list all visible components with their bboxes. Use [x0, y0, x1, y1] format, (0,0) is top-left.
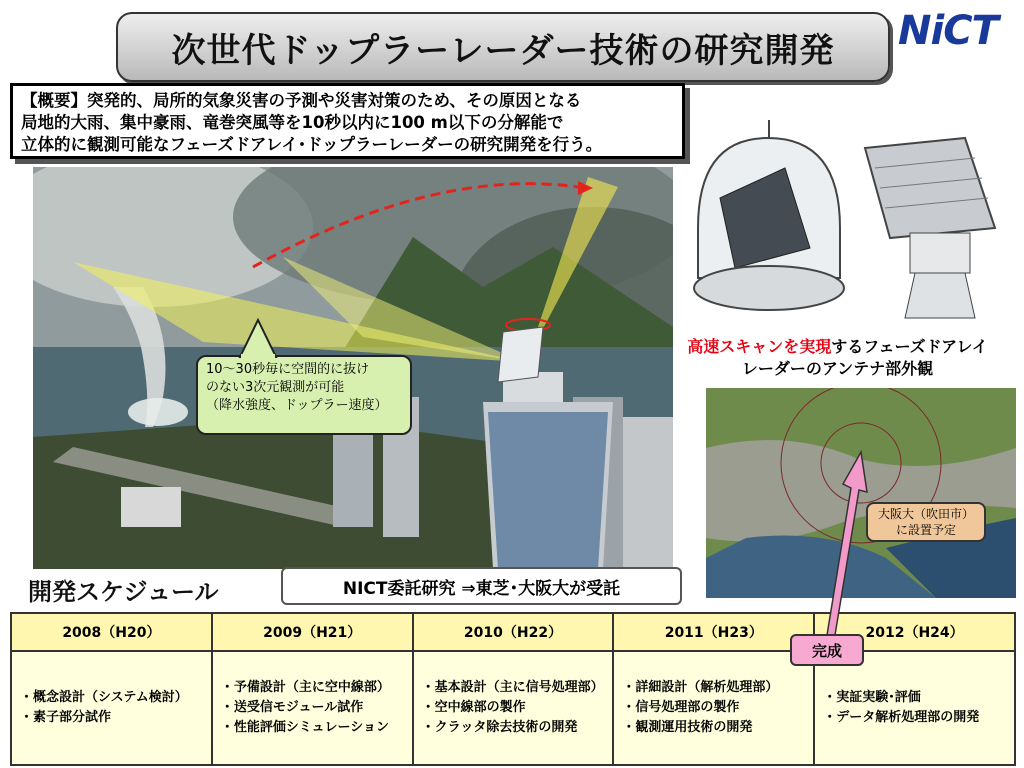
nict-logo: NiCT	[898, 8, 998, 54]
schedule-item: ・ 予備設計（主に空中線部）	[221, 678, 404, 698]
schedule-item: ・ 素子部分試作	[20, 708, 203, 728]
callout-line: のない3次元観測が可能	[206, 380, 345, 395]
completion-arrow	[815, 450, 875, 640]
schedule-cell-2010	[413, 651, 614, 765]
callout-line: （降水強度、ドップラー速度）	[206, 398, 388, 413]
overview-line: 立体的に観測可能なフェーズドアレイ･ドップラーレーダーの研究開発を行う。	[21, 135, 603, 154]
osaka-label	[866, 502, 986, 542]
schedule-item: ・ 実証実験･評価	[823, 688, 1006, 708]
osaka-label-line2: に設置予定	[895, 523, 956, 537]
callout-line: 10～30秒毎に空間的に抜け	[206, 362, 370, 377]
completion-badge: 完成	[790, 634, 864, 666]
schedule-year-header: 2008（H20）	[11, 613, 212, 651]
schedule-year-header: 2011（H23）	[613, 613, 814, 651]
schedule-item: ・ 信号処理部の製作	[622, 698, 805, 718]
schedule-body-row	[11, 651, 1015, 765]
overview-line: 局地的大雨、集中豪雨、竜巻突風等を10秒以内に100 m以下の分解能で	[21, 113, 564, 132]
antenna-caption-highlight: 高速スキャンを実現	[687, 337, 832, 356]
overview-box	[10, 83, 685, 159]
schedule-item: ・ 基本設計（主に信号処理部）	[422, 678, 605, 698]
schedule-year-header: 2009（H21）	[212, 613, 413, 651]
schedule-cell-2008	[11, 651, 212, 765]
schedule-item: ・ 概念設計（システム検討）	[20, 688, 203, 708]
schedule-title: 開発スケジュール	[28, 578, 219, 606]
antenna-caption-line2: レーダーのアンテナ部外観	[741, 359, 934, 378]
schedule-item: ・ 性能評価シミュレーション	[221, 718, 404, 738]
osaka-label-line1: 大阪大（吹田市）	[877, 507, 974, 521]
schedule-cell-2012	[814, 651, 1015, 765]
schedule-year-header: 2012（H24）	[814, 613, 1015, 651]
page-title: 次世代ドップラーレーダー技術の研究開発	[116, 12, 890, 82]
schedule-item: ・ 観測運用技術の開発	[622, 718, 805, 738]
schedule-item: ・ 送受信モジュール試作	[221, 698, 404, 718]
schedule-year-header: 2010（H22）	[413, 613, 614, 651]
schedule-item: ・ 詳細設計（解析処理部）	[622, 678, 805, 698]
scene-callout	[196, 355, 412, 435]
antenna-illustration	[690, 118, 1015, 328]
overview-line: 【概要】突発的、局所的気象災害の予測や災害対策のため、その原因となる	[21, 91, 582, 110]
schedule-item: ・ データ解析処理部の開発	[823, 708, 1006, 728]
commission-box: NICT委託研究 ⇒東芝･大阪大が受託	[281, 567, 682, 605]
antenna-caption	[660, 336, 1015, 380]
schedule-cell-2011	[613, 651, 814, 765]
schedule-cell-2009	[212, 651, 413, 765]
antenna-graphic	[690, 118, 1015, 328]
schedule-item: ・ 空中線部の製作	[422, 698, 605, 718]
schedule-item: ・ クラッタ除去技術の開発	[422, 718, 605, 738]
antenna-caption-rest: するフェーズドアレイ	[831, 337, 988, 356]
callout-pointer	[230, 318, 290, 358]
